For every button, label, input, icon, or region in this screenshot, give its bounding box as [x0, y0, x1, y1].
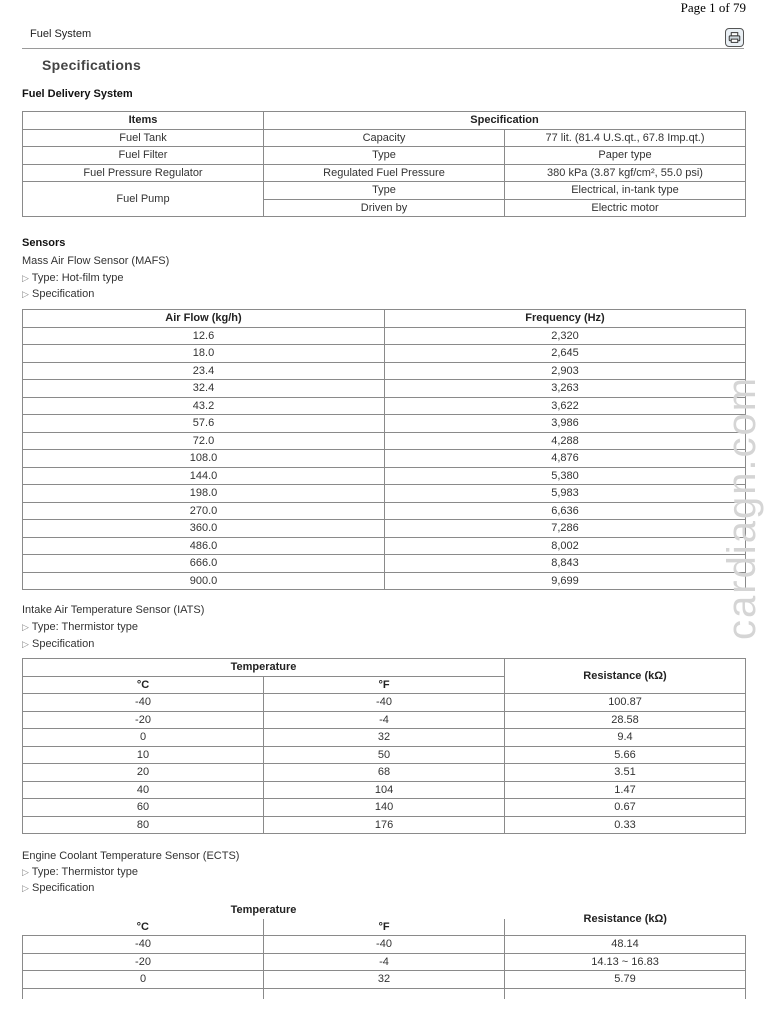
col-celsius: °C — [23, 919, 264, 936]
cell: 2,903 — [385, 362, 746, 380]
mafs-spec-text: Specification — [31, 288, 95, 300]
triangle-icon: ▷ — [22, 289, 29, 299]
table-row — [23, 971, 746, 989]
cell: 198.0 — [23, 485, 385, 503]
page-number: Page 1 of 79 — [680, 0, 746, 15]
table-row — [23, 397, 746, 415]
cell: 60 — [23, 799, 264, 817]
cell: -20 — [23, 953, 264, 971]
cell: 48.14 — [505, 936, 746, 954]
table-row — [23, 781, 746, 799]
cell: Capacity — [264, 129, 505, 147]
cell: 7,286 — [385, 520, 746, 538]
iats-type-text: Type: Thermistor type — [31, 621, 138, 633]
cell: 8,843 — [385, 555, 746, 573]
cell: 1.47 — [505, 781, 746, 799]
cell: -40 — [23, 936, 264, 954]
col-resistance: Resistance (kΩ) — [583, 912, 667, 925]
table-row — [23, 502, 746, 520]
cell: 3,622 — [385, 397, 746, 415]
table-row — [23, 327, 746, 345]
iats-name: Intake Air Temperature Sensor (IATS) — [22, 604, 205, 616]
cell: 9.4 — [505, 729, 746, 747]
cell: -20 — [23, 711, 264, 729]
table-row — [23, 555, 746, 573]
table-row — [23, 450, 746, 468]
cell: 72.0 — [23, 432, 385, 450]
ects-type-text: Type: Thermistor type — [31, 866, 138, 878]
cell: 80 — [23, 816, 264, 834]
ects-table — [22, 902, 746, 999]
cell: -40 — [264, 936, 505, 954]
cell: 3,263 — [385, 380, 746, 398]
fuel-delivery-table — [22, 111, 746, 217]
page-title: Specifications — [42, 57, 142, 73]
col-resistance: Resistance (kΩ) — [505, 659, 746, 694]
cell: 360.0 — [23, 520, 385, 538]
col-air-flow: Air Flow (kg/h) — [23, 310, 385, 328]
table-row — [23, 711, 746, 729]
cell: 68 — [264, 764, 505, 782]
cell: 32 — [264, 729, 505, 747]
cell: 32 — [264, 971, 505, 989]
table-row — [23, 572, 746, 590]
col-celsius: °C — [23, 676, 264, 694]
cell: Type — [264, 182, 505, 200]
cell: 6,636 — [385, 502, 746, 520]
cell: 5,380 — [385, 467, 746, 485]
col-frequency: Frequency (Hz) — [385, 310, 746, 328]
cell: Electric motor — [505, 199, 746, 217]
table-row — [23, 362, 746, 380]
cell: 9,699 — [385, 572, 746, 590]
mafs-type — [22, 272, 123, 284]
cell — [23, 988, 264, 999]
table-row — [23, 467, 746, 485]
mafs-name: Mass Air Flow Sensor (MAFS) — [22, 255, 170, 267]
table-row — [23, 415, 746, 433]
ects-name: Engine Coolant Temperature Sensor (ECTS) — [22, 850, 240, 862]
cell: 10 — [23, 746, 264, 764]
cell: 0.33 — [505, 816, 746, 834]
cell — [264, 988, 505, 999]
table-row — [23, 164, 746, 182]
cell: 5.79 — [505, 971, 746, 989]
cell: 77 lit. (81.4 U.S.qt., 67.8 Imp.qt.) — [505, 129, 746, 147]
cell: 28.58 — [505, 711, 746, 729]
cell: Fuel Tank — [23, 129, 264, 147]
table-row — [23, 345, 746, 363]
triangle-icon: ▷ — [22, 622, 29, 632]
cell: 23.4 — [23, 362, 385, 380]
cell: 43.2 — [23, 397, 385, 415]
cell: 0 — [23, 729, 264, 747]
iats-spec — [22, 638, 94, 650]
cell: 104 — [264, 781, 505, 799]
cell: 5.66 — [505, 746, 746, 764]
cell: Paper type — [505, 147, 746, 165]
col-temperature: Temperature — [23, 659, 505, 677]
cell: 40 — [23, 781, 264, 799]
cell: 100.87 — [505, 694, 746, 712]
table-row — [23, 799, 746, 817]
cell: 486.0 — [23, 537, 385, 555]
cell: Electrical, in-tank type — [505, 182, 746, 200]
cell: 4,876 — [385, 450, 746, 468]
cell: Fuel Pressure Regulator — [23, 164, 264, 182]
cell: 270.0 — [23, 502, 385, 520]
col-fahrenheit: °F — [264, 676, 505, 694]
cell: 144.0 — [23, 467, 385, 485]
table-row — [23, 936, 746, 954]
cell: 140 — [264, 799, 505, 817]
table-row — [23, 953, 746, 971]
watermark: cardiagn.com — [720, 375, 764, 640]
cell: Type — [264, 147, 505, 165]
cell: 380 kPa (3.87 kgf/cm², 55.0 psi) — [505, 164, 746, 182]
cell: Fuel Filter — [23, 147, 264, 165]
mafs-spec — [22, 288, 94, 300]
table-row — [23, 129, 746, 147]
table-row — [23, 746, 746, 764]
printer-icon — [728, 31, 741, 44]
table-row — [23, 520, 746, 538]
cell: 18.0 — [23, 345, 385, 363]
triangle-icon: ▷ — [22, 273, 29, 283]
cell: 57.6 — [23, 415, 385, 433]
cell: 8,002 — [385, 537, 746, 555]
ects-type — [22, 866, 138, 878]
cell: 3.51 — [505, 764, 746, 782]
col-items: Items — [23, 112, 264, 130]
table-row — [23, 729, 746, 747]
triangle-icon: ▷ — [22, 867, 29, 877]
cell: 14.13 ~ 16.83 — [505, 953, 746, 971]
table-row — [23, 816, 746, 834]
cell: 2,645 — [385, 345, 746, 363]
cell: 666.0 — [23, 555, 385, 573]
cell: -40 — [23, 694, 264, 712]
cell: 32.4 — [23, 380, 385, 398]
table-row — [23, 485, 746, 503]
table-row — [23, 147, 746, 165]
cell: 12.6 — [23, 327, 385, 345]
col-temperature: Temperature — [230, 904, 297, 917]
cell: 108.0 — [23, 450, 385, 468]
ects-spec — [22, 882, 94, 894]
iats-type — [22, 621, 138, 633]
cell: 2,320 — [385, 327, 746, 345]
ects-spec-text: Specification — [31, 882, 95, 894]
sensors-heading: Sensors — [22, 237, 66, 249]
cell — [505, 988, 746, 999]
cell: 900.0 — [23, 572, 385, 590]
cell: -4 — [264, 953, 505, 971]
print-button[interactable] — [725, 28, 744, 47]
table-row — [23, 694, 746, 712]
table-row — [23, 432, 746, 450]
cell: 20 — [23, 764, 264, 782]
cell: Fuel Pump — [23, 182, 264, 217]
table-row — [23, 537, 746, 555]
triangle-icon: ▷ — [22, 883, 29, 893]
cell: 4,288 — [385, 432, 746, 450]
table-row — [23, 182, 746, 200]
iats-table — [22, 658, 746, 834]
triangle-icon: ▷ — [22, 639, 29, 649]
table-row — [23, 988, 746, 999]
col-specification: Specification — [264, 112, 746, 130]
cell: 50 — [264, 746, 505, 764]
mafs-type-text: Type: Hot-film type — [31, 272, 124, 284]
cell: -4 — [264, 711, 505, 729]
cell: Driven by — [264, 199, 505, 217]
cell: 3,986 — [385, 415, 746, 433]
cell: 0 — [23, 971, 264, 989]
mafs-table — [22, 309, 746, 590]
fuel-delivery-heading: Fuel Delivery System — [22, 88, 133, 100]
cell: 176 — [264, 816, 505, 834]
cell: -40 — [264, 694, 505, 712]
col-fahrenheit: °F — [264, 919, 505, 936]
iats-spec-text: Specification — [31, 638, 95, 650]
table-row — [23, 764, 746, 782]
table-row — [23, 380, 746, 398]
cell: 0.67 — [505, 799, 746, 817]
section-title: Fuel System — [30, 28, 92, 40]
section-header — [22, 24, 744, 49]
cell: 5,983 — [385, 485, 746, 503]
cell: Regulated Fuel Pressure — [264, 164, 505, 182]
